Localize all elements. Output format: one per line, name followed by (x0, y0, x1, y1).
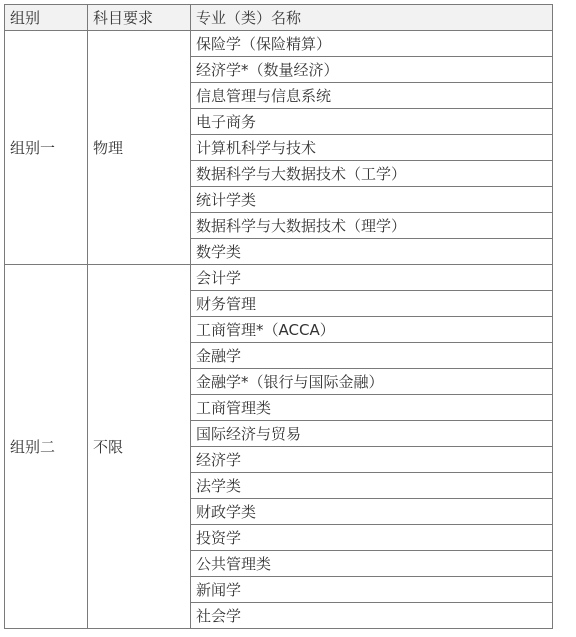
major-name-cell: 统计学类 (191, 187, 553, 213)
subject-requirement-cell: 不限 (88, 265, 191, 629)
major-name-cell: 法学类 (191, 473, 553, 499)
major-name-cell: 金融学*（银行与国际金融） (191, 369, 553, 395)
major-name-cell: 保险学（保险精算） (191, 31, 553, 57)
major-name-cell: 数据科学与大数据技术（工学） (191, 161, 553, 187)
group-name-cell: 组别一 (5, 31, 88, 265)
major-name-cell: 新闻学 (191, 577, 553, 603)
major-name-cell: 财政学类 (191, 499, 553, 525)
group-name-cell: 组别二 (5, 265, 88, 629)
major-name-cell: 工商管理类 (191, 395, 553, 421)
major-name-cell: 投资学 (191, 525, 553, 551)
major-name-cell: 经济学*（数量经济） (191, 57, 553, 83)
header-subject: 科目要求 (88, 5, 191, 31)
major-name-cell: 电子商务 (191, 109, 553, 135)
major-table (4, 4, 553, 629)
table-row (5, 265, 553, 291)
major-name-cell: 信息管理与信息系统 (191, 83, 553, 109)
major-name-cell: 金融学 (191, 343, 553, 369)
header-major: 专业（类）名称 (191, 5, 553, 31)
major-name-cell: 财务管理 (191, 291, 553, 317)
header-group: 组别 (5, 5, 88, 31)
major-name-cell: 国际经济与贸易 (191, 421, 553, 447)
major-name-cell: 社会学 (191, 603, 553, 629)
major-name-cell: 计算机科学与技术 (191, 135, 553, 161)
major-name-cell: 数据科学与大数据技术（理学） (191, 213, 553, 239)
subject-requirement-cell: 物理 (88, 31, 191, 265)
major-name-cell: 经济学 (191, 447, 553, 473)
major-name-cell: 工商管理*（ACCA） (191, 317, 553, 343)
major-name-cell: 会计学 (191, 265, 553, 291)
table-row (5, 31, 553, 57)
header-row (5, 5, 553, 31)
major-name-cell: 数学类 (191, 239, 553, 265)
major-name-cell: 公共管理类 (191, 551, 553, 577)
